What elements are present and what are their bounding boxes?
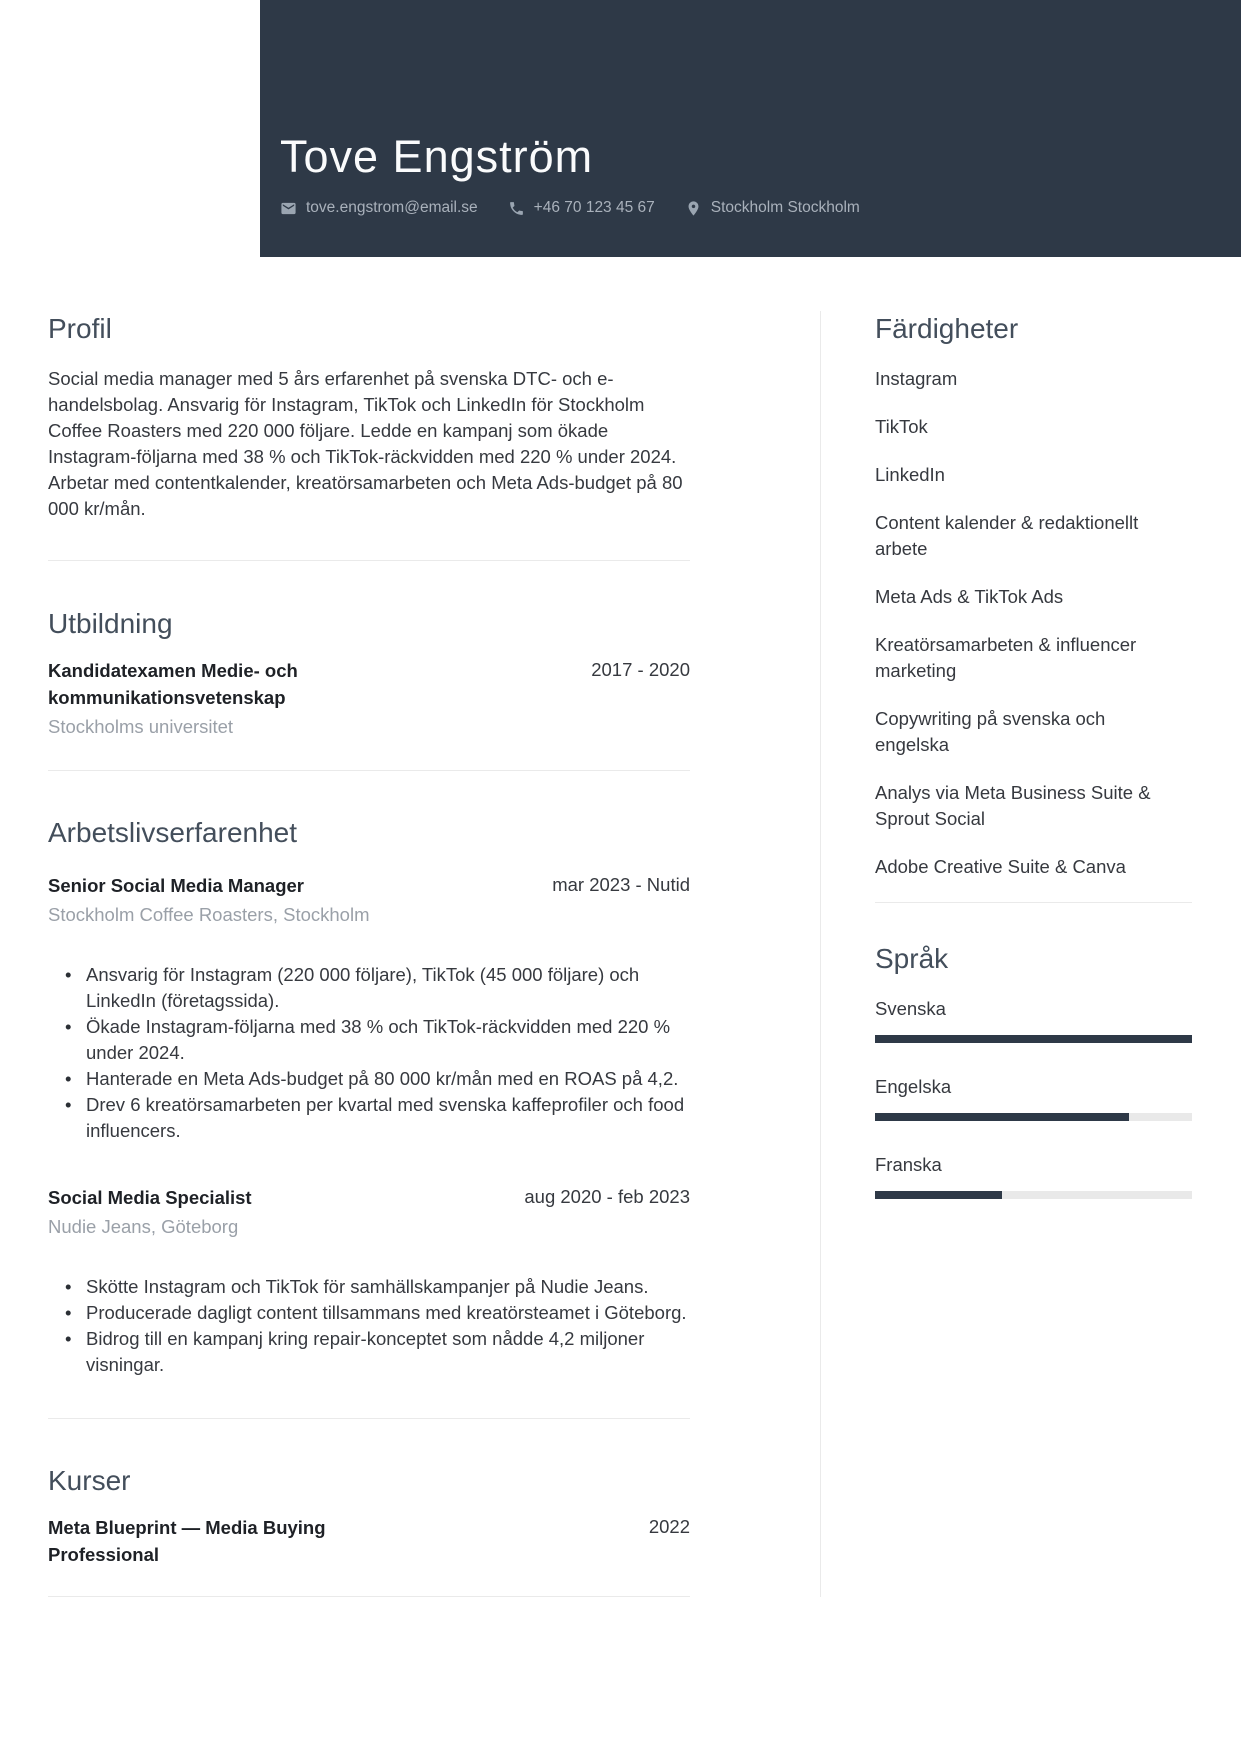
job-entry-row [48, 1184, 690, 1211]
sidebar [821, 311, 1192, 1597]
language-level-bar [875, 1113, 1129, 1121]
degree-title: Kandidatexamen Medie- och kommunikationsvetenskap [48, 660, 298, 708]
phone-icon [508, 200, 525, 217]
contact-phone [508, 199, 655, 217]
job-entry [48, 1184, 690, 1378]
profile-text: Social media manager med 5 års erfarenhet på svenska DTC- och e-handelsbolag. Ansvarig för Instagram, TikTok och LinkedIn för Stockholm Coffee Roasters med 220 000 följare. Ledde en kampanj som ökade Instagram-följarna med 38 % och TikTok-räckvidden med 220 % under 2024. Arbetar med contentkalender, kreatörsamarbeten och Meta Ads-budget på 80 000 kr/mån. [48, 368, 683, 519]
skill-item: Meta Ads & TikTok Ads [875, 586, 1064, 607]
bullet-item: • Bidrog till en kampanj kring repair-konceptet som nådde 4,2 miljoner visningar. [48, 1326, 690, 1378]
bullet-item: • Producerade dagligt content tillsammans med kreatörsteamet i Göteborg. [48, 1300, 690, 1326]
language-level-bar [875, 1191, 1002, 1199]
education-entry-row [48, 657, 690, 711]
section-heading-sprak: Språk [875, 943, 949, 974]
education-entry [48, 657, 690, 740]
skills-list [875, 366, 1192, 880]
divider [48, 770, 690, 771]
job-dates: mar 2023 - Nutid [552, 874, 690, 895]
skill-item: Analys via Meta Business Suite & Sprout Social [875, 782, 1151, 829]
bullet-item: • Skötte Instagram och TikTok för samhällskampanjer på Nudie Jeans. [48, 1274, 690, 1300]
job-dates: aug 2020 - feb 2023 [524, 1186, 690, 1207]
contact-phone-text: +46 70 123 45 67 [533, 199, 655, 216]
language-name: Franska [875, 1154, 942, 1175]
section-heading-fardigheter: Färdigheter [875, 313, 1019, 344]
person-name: Tove Engström [280, 130, 594, 182]
contact-location [685, 199, 860, 217]
contact-row [280, 199, 1211, 217]
course-entry-row [48, 1514, 690, 1568]
school-name: Stockholms universitet [48, 716, 234, 737]
job-entry [48, 872, 690, 1144]
skill-item: Copywriting på svenska och engelska [875, 708, 1106, 755]
contact-email-text: tove.engstrom@email.se [306, 199, 478, 216]
divider [48, 560, 690, 561]
company-name: Nudie Jeans, Göteborg [48, 1216, 239, 1237]
job-bullet-list [48, 1274, 690, 1378]
course-year: 2022 [648, 1516, 690, 1537]
divider [48, 1418, 690, 1419]
envelope-icon [280, 200, 297, 217]
contact-email [280, 199, 478, 217]
job-entry-row [48, 872, 690, 899]
skill-item: TikTok [875, 416, 928, 437]
skill-item: Instagram [875, 368, 958, 389]
skill-item: Content kalender & redaktionellt arbete [875, 512, 1139, 559]
location-icon [685, 200, 702, 217]
section-heading-arbetslivserfarenhet: Arbetslivserfarenhet [48, 817, 298, 848]
skill-item: LinkedIn [875, 464, 945, 485]
section-heading-utbildning: Utbildning [48, 608, 173, 639]
job-bullet-list [48, 962, 690, 1144]
bullet-item: • Ökade Instagram-följarna med 38 % och TikTok-räckvidden med 220 % under 2024. [48, 1014, 690, 1066]
language-level-track [875, 1113, 1192, 1121]
divider [48, 1596, 690, 1597]
section-heading-profil: Profil [48, 313, 112, 344]
language-level-track [875, 1191, 1192, 1199]
course-title: Meta Blueprint — Media Buying Professional [48, 1517, 326, 1565]
main-column [48, 311, 690, 1597]
skill-item: Adobe Creative Suite & Canva [875, 856, 1126, 877]
language-name: Engelska [875, 1076, 952, 1097]
language-item [875, 1152, 1192, 1199]
job-title: Senior Social Media Manager [48, 875, 304, 896]
language-item [875, 996, 1192, 1043]
bullet-item: • Ansvarig för Instagram (220 000 följare), TikTok (45 000 följare) och LinkedIn (företagssida). [48, 962, 690, 1014]
bullet-item: • Hanterade en Meta Ads-budget på 80 000 kr/mån med en ROAS på 4,2. [48, 1066, 690, 1092]
header [260, 0, 1241, 257]
job-title: Social Media Specialist [48, 1187, 252, 1208]
content [0, 257, 1241, 1597]
contact-location-text: Stockholm Stockholm [710, 199, 860, 216]
section-heading-kurser: Kurser [48, 1465, 131, 1496]
language-item [875, 1074, 1192, 1121]
language-name: Svenska [875, 998, 946, 1019]
language-level-bar [875, 1035, 1192, 1043]
education-dates: 2017 - 2020 [591, 659, 690, 680]
bullet-item: • Drev 6 kreatörsamarbeten per kvartal med svenska kaffeprofiler och food influencers. [48, 1092, 690, 1144]
language-level-track [875, 1035, 1192, 1043]
skill-item: Kreatörsamarbeten & influencer marketing [875, 634, 1137, 681]
divider [875, 902, 1192, 903]
company-name: Stockholm Coffee Roasters, Stockholm [48, 904, 370, 925]
